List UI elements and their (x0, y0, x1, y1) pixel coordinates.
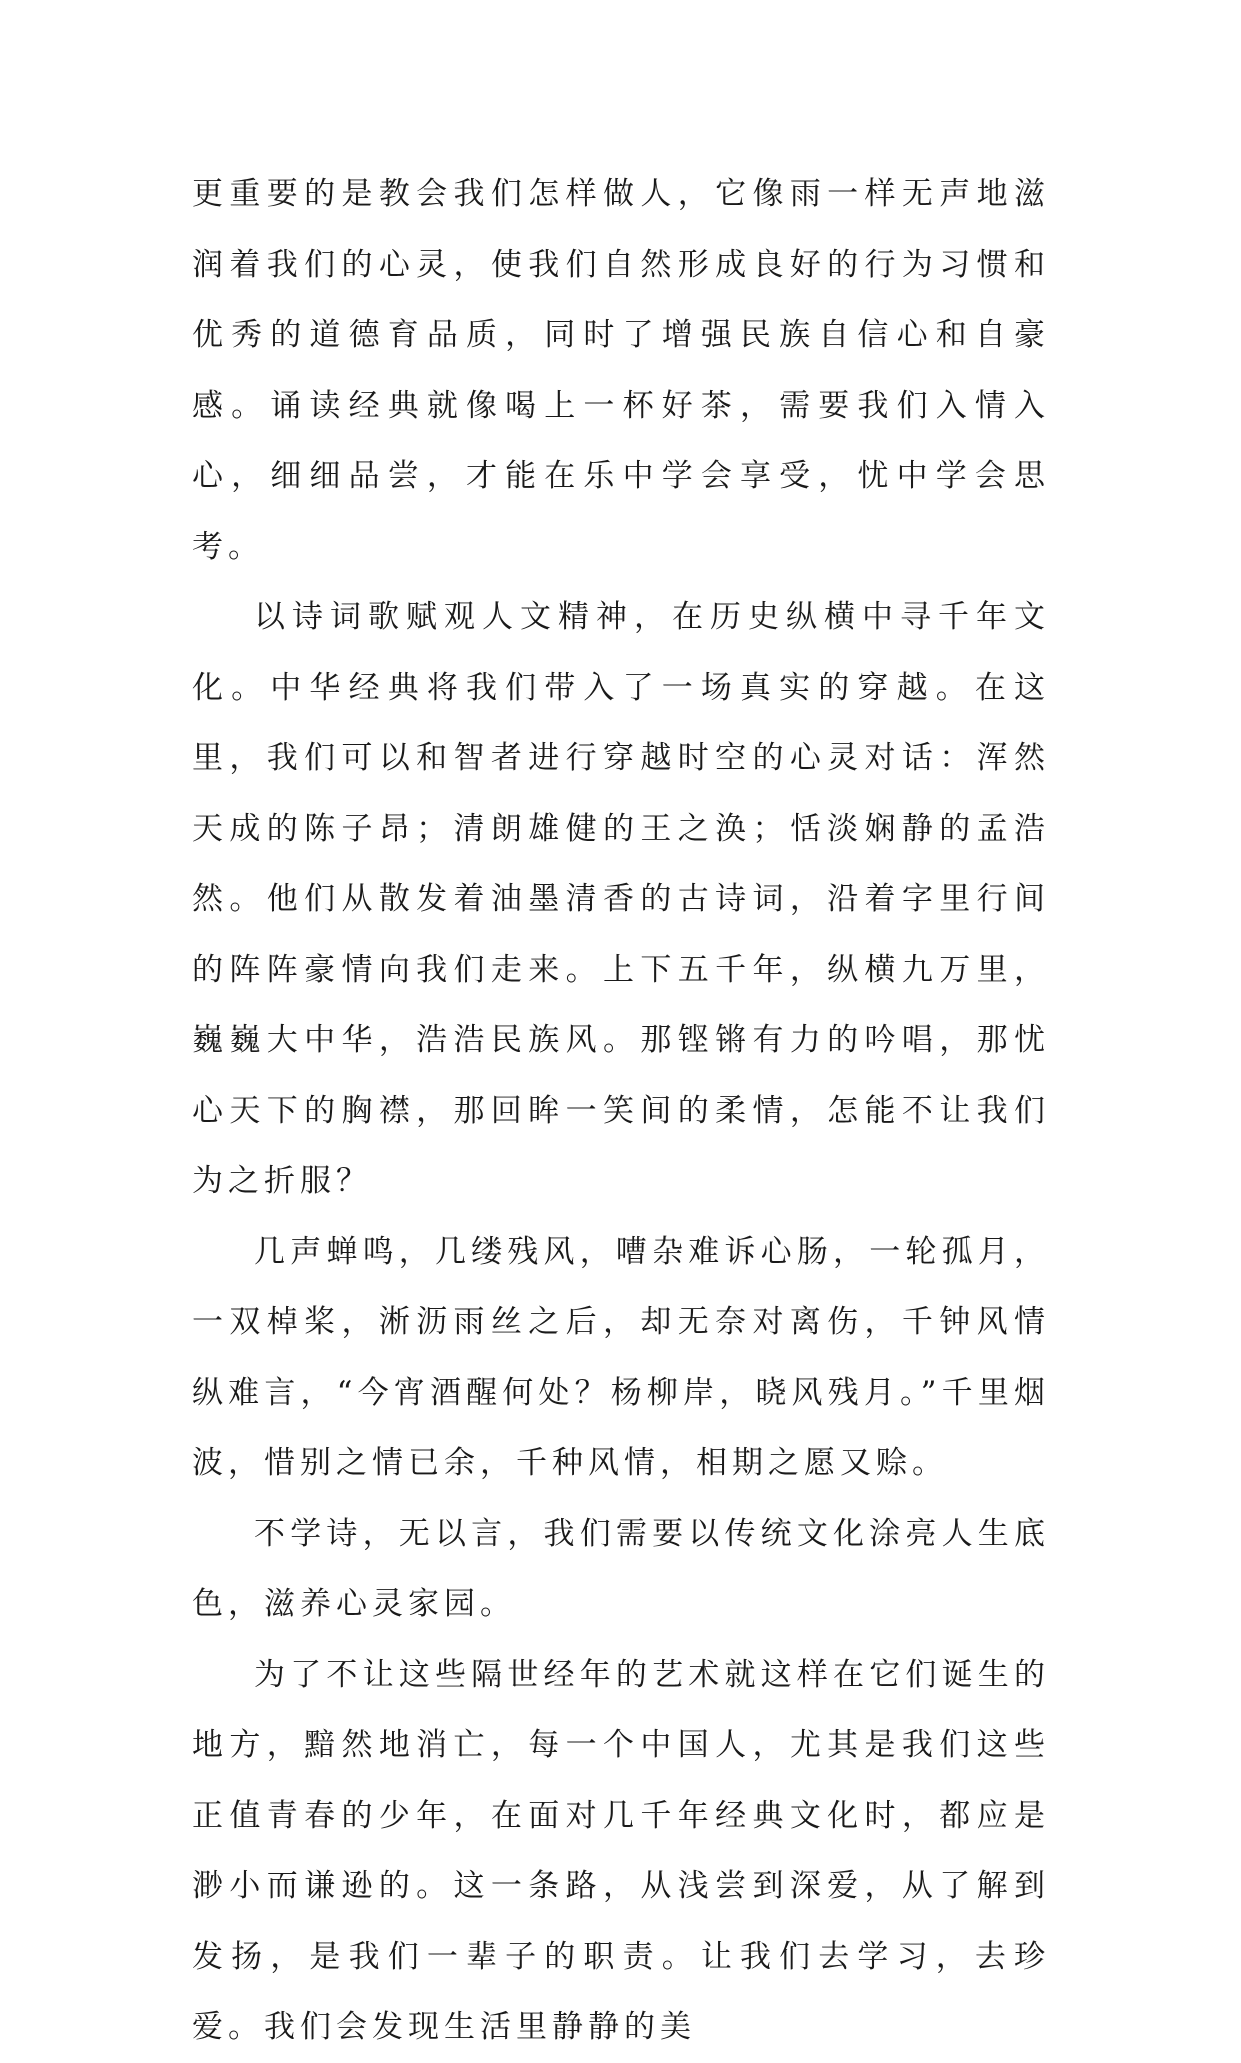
paragraph-continuation: 更重要的是教会我们怎样做人，它像雨一样无声地滋润着我们的心灵，使我们自然形成良好的行为习惯和优秀的道德育品质，同时了增强民族自信心和自豪感。诵读经典就像喝上一杯好茶，需要我们入情入心，细细品尝，才能在乐中学会享受，忧中学会思考。 (192, 176, 1050, 565)
paragraph-poetry-spirit: 以诗词歌赋观人文精神，在历史纵横中寻千年文化。中华经典将我们带入了一场真实的穿越。在这里，我们可以和智者进行穿越时空的心灵对话：浑然天成的陈子昂；清朗雄健的王之涣；恬淡娴静的孟浩然。他们从散发着油墨清香的古诗词，沿着字里行间的阵阵豪情向我们走来。上下五千年，纵横九万里，巍巍大中华，浩浩民族风。那铿锵有力的吟唱，那忧心天下的胸襟，那回眸一笑间的柔情，怎能不让我们为之折服？ (192, 599, 1050, 1199)
body-text (192, 159, 1050, 2063)
paragraph-cicada-wind: 几声蝉鸣，几缕残风，嘈杂难诉心肠，一轮孤月，一双棹桨，淅沥雨丝之后，却无奈对离伤，千钟风情纵难言，“今宵酒醒何处？杨柳岸，晓风残月。”千里烟波，惜别之情已余，千种风情，相期之愿又赊。 (192, 1233, 1050, 1481)
paragraph-learn-poetry: 不学诗，无以言，我们需要以传统文化涂亮人生底色，滋养心灵家园。 (192, 1515, 1050, 1622)
paragraph-heritage-duty: 为了不让这些隔世经年的艺术就这样在它们诞生的地方，黯然地消亡，每一个中国人，尤其是我们这些正值青春的少年，在面对几千年经典文化时，都应是渺小而谦逊的。这一条路，从浅尝到深爱，从了解到发扬，是我们一辈子的职责。让我们去学习，去珍爱。我们会发现生活里静静的美 (192, 1656, 1050, 2045)
